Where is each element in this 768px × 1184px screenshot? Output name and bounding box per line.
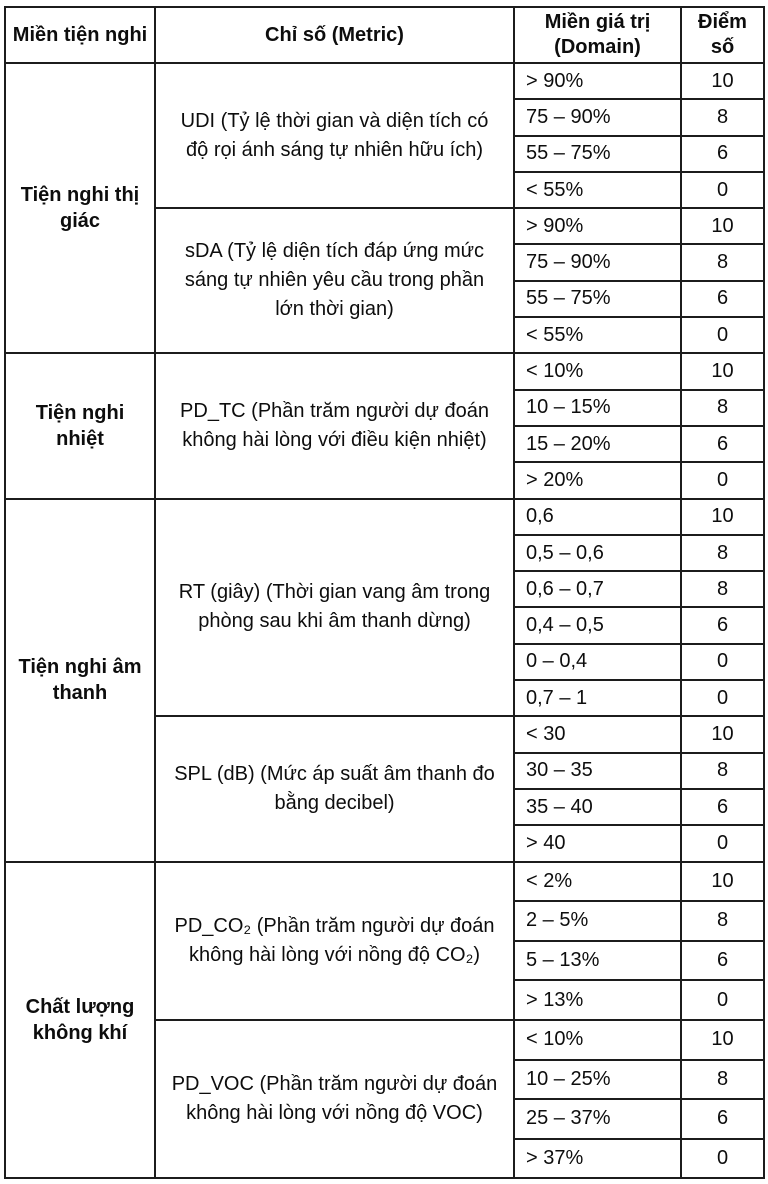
metric-cell: RT (giây) (Thời gian vang âm trong phòng sau khi âm thanh dừng) (155, 499, 514, 717)
value-range-cell: 0,7 – 1 (514, 680, 681, 716)
value-range-cell: 0,6 (514, 499, 681, 535)
comfort-scoring-table (4, 6, 765, 1179)
metric-cell: PD_VOC (Phần trăm người dự đoán không hài lòng với nồng độ VOC) (155, 1020, 514, 1178)
metric-cell: SPL (dB) (Mức áp suất âm thanh đo bằng decibel) (155, 716, 514, 861)
column-header-value-domain: Miền giá trị (Domain) (514, 7, 681, 63)
value-range-cell: 15 – 20% (514, 426, 681, 462)
score-cell: 0 (681, 462, 764, 498)
table-row (5, 862, 764, 902)
value-range-cell: < 55% (514, 172, 681, 208)
header-row (5, 7, 764, 63)
score-cell: 8 (681, 535, 764, 571)
value-range-cell: 0,5 – 0,6 (514, 535, 681, 571)
score-cell: 8 (681, 1060, 764, 1100)
score-cell: 6 (681, 1099, 764, 1139)
comfort-domain-cell: Tiện nghi âm thanh (5, 499, 155, 862)
score-cell: 10 (681, 1020, 764, 1060)
metric-cell: sDA (Tỷ lệ diện tích đáp ứng mức sáng tự nhiên yêu cầu trong phần lớn thời gian) (155, 208, 514, 353)
score-cell: 8 (681, 571, 764, 607)
value-range-cell: 10 – 15% (514, 390, 681, 426)
score-cell: 0 (681, 644, 764, 680)
metric-cell: PD_TC (Phần trăm người dự đoán không hài lòng với điều kiện nhiệt) (155, 353, 514, 498)
value-range-cell: 30 – 35 (514, 753, 681, 789)
column-header-comfort-domain: Miền tiện nghi (5, 7, 155, 63)
score-cell: 6 (681, 607, 764, 643)
score-cell: 10 (681, 716, 764, 752)
value-range-cell: < 55% (514, 317, 681, 353)
score-cell: 8 (681, 390, 764, 426)
score-cell: 6 (681, 281, 764, 317)
score-cell: 6 (681, 789, 764, 825)
score-cell: 0 (681, 680, 764, 716)
metric-cell: UDI (Tỷ lệ thời gian và diện tích có độ rọi ánh sáng tự nhiên hữu ích) (155, 63, 514, 208)
value-range-cell: < 10% (514, 353, 681, 389)
value-range-cell: 0,6 – 0,7 (514, 571, 681, 607)
table-body (5, 63, 764, 1178)
comfort-domain-cell: Tiện nghi thị giác (5, 63, 155, 353)
score-cell: 8 (681, 99, 764, 135)
score-cell: 0 (681, 317, 764, 353)
comfort-domain-cell: Tiện nghi nhiệt (5, 353, 155, 498)
value-range-cell: 25 – 37% (514, 1099, 681, 1139)
value-range-cell: 0 – 0,4 (514, 644, 681, 680)
score-cell: 8 (681, 244, 764, 280)
score-cell: 10 (681, 862, 764, 902)
score-cell: 10 (681, 63, 764, 99)
score-cell: 6 (681, 941, 764, 981)
column-header-score: Điểm số (681, 7, 764, 63)
table-row (5, 63, 764, 99)
value-range-cell: 55 – 75% (514, 281, 681, 317)
value-range-cell: > 13% (514, 980, 681, 1020)
table-row (5, 353, 764, 389)
score-cell: 0 (681, 172, 764, 208)
score-cell: 0 (681, 825, 764, 861)
value-range-cell: 55 – 75% (514, 136, 681, 172)
score-cell: 10 (681, 499, 764, 535)
score-cell: 10 (681, 353, 764, 389)
value-range-cell: 0,4 – 0,5 (514, 607, 681, 643)
value-range-cell: > 37% (514, 1139, 681, 1179)
score-cell: 0 (681, 1139, 764, 1179)
score-cell: 6 (681, 136, 764, 172)
value-range-cell: < 2% (514, 862, 681, 902)
score-cell: 6 (681, 426, 764, 462)
column-header-metric: Chỉ số (Metric) (155, 7, 514, 63)
score-cell: 0 (681, 980, 764, 1020)
table-header (5, 7, 764, 63)
value-range-cell: > 90% (514, 63, 681, 99)
value-range-cell: 5 – 13% (514, 941, 681, 981)
score-cell: 8 (681, 753, 764, 789)
value-range-cell: < 30 (514, 716, 681, 752)
value-range-cell: 10 – 25% (514, 1060, 681, 1100)
value-range-cell: 35 – 40 (514, 789, 681, 825)
value-range-cell: 2 – 5% (514, 901, 681, 941)
score-cell: 10 (681, 208, 764, 244)
score-cell: 8 (681, 901, 764, 941)
value-range-cell: > 40 (514, 825, 681, 861)
comfort-domain-cell: Chất lượng không khí (5, 862, 155, 1179)
value-range-cell: 75 – 90% (514, 99, 681, 135)
metric-cell: PD_CO₂ (Phần trăm người dự đoán không hài lòng với nồng độ CO₂) (155, 862, 514, 1020)
value-range-cell: < 10% (514, 1020, 681, 1060)
value-range-cell: > 90% (514, 208, 681, 244)
value-range-cell: 75 – 90% (514, 244, 681, 280)
table-row (5, 499, 764, 535)
value-range-cell: > 20% (514, 462, 681, 498)
